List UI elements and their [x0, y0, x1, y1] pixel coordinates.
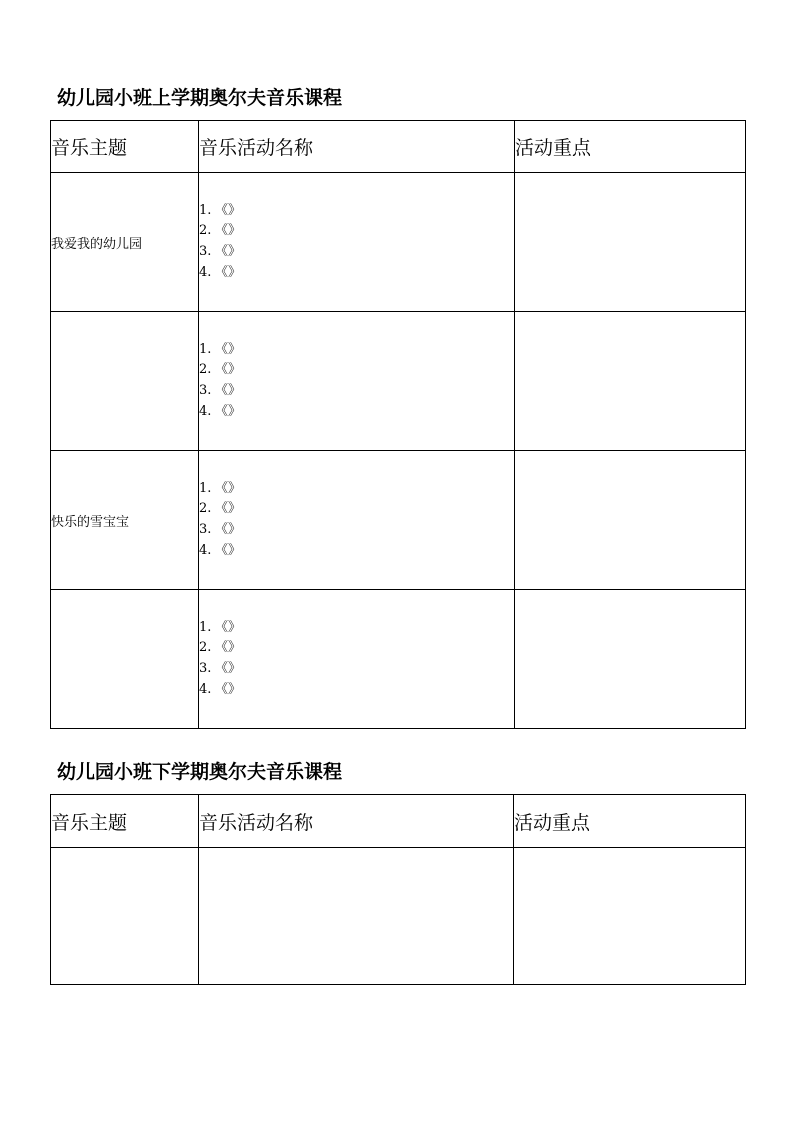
activity-cell[interactable]	[199, 590, 515, 729]
theme-cell[interactable]: 快乐的雪宝宝	[51, 451, 199, 590]
list-item: 3. 《》	[199, 522, 242, 537]
list-item: 4. 《》	[199, 403, 242, 419]
table-header-row	[51, 121, 746, 173]
list-item: 3. 《》	[199, 661, 242, 676]
activity-list	[199, 340, 514, 423]
curriculum-table-second-semester	[50, 794, 746, 985]
focus-cell[interactable]	[514, 848, 746, 985]
focus-cell[interactable]	[515, 173, 746, 312]
theme-cell[interactable]: 我爱我的幼儿园	[51, 173, 199, 312]
header-theme: 音乐主题	[51, 795, 199, 848]
list-item: 4. 《》	[199, 681, 242, 697]
list-item: 1. 《》	[199, 341, 242, 357]
activity-list	[199, 201, 514, 284]
activity-cell[interactable]	[199, 173, 515, 312]
header-activity: 音乐活动名称	[199, 121, 515, 173]
header-activity: 音乐活动名称	[199, 795, 514, 848]
list-item: 3. 《》	[199, 383, 242, 398]
header-theme: 音乐主题	[51, 121, 199, 173]
table-row	[51, 451, 746, 590]
theme-cell[interactable]	[51, 312, 199, 451]
activity-list	[199, 618, 514, 701]
list-item: 4. 《》	[199, 264, 242, 280]
table-header-row	[51, 795, 746, 848]
table-row	[51, 173, 746, 312]
table2-title: 幼儿园小班下学期奥尔夫音乐课程	[57, 761, 343, 783]
theme-cell[interactable]	[51, 848, 199, 985]
table-row	[51, 848, 746, 985]
list-item: 2. 《》	[199, 362, 242, 378]
table-row	[51, 590, 746, 729]
header-focus: 活动重点	[514, 795, 746, 848]
list-item: 3. 《》	[199, 244, 242, 259]
curriculum-table-first-semester	[50, 120, 746, 729]
table1-title: 幼儿园小班上学期奥尔夫音乐课程	[57, 87, 343, 109]
theme-cell[interactable]	[51, 590, 199, 729]
list-item: 2. 《》	[199, 640, 242, 656]
list-item: 4. 《》	[199, 542, 242, 558]
list-item: 2. 《》	[199, 223, 242, 239]
header-focus: 活动重点	[515, 121, 746, 173]
activity-cell[interactable]	[199, 848, 514, 985]
activity-cell[interactable]	[199, 451, 515, 590]
list-item: 1. 《》	[199, 480, 242, 496]
table-row	[51, 312, 746, 451]
focus-cell[interactable]	[515, 312, 746, 451]
list-item: 2. 《》	[199, 501, 242, 517]
list-item: 1. 《》	[199, 619, 242, 635]
focus-cell[interactable]	[515, 590, 746, 729]
list-item: 1. 《》	[199, 202, 242, 218]
focus-cell[interactable]	[515, 451, 746, 590]
activity-cell[interactable]	[199, 312, 515, 451]
activity-list	[199, 479, 514, 562]
